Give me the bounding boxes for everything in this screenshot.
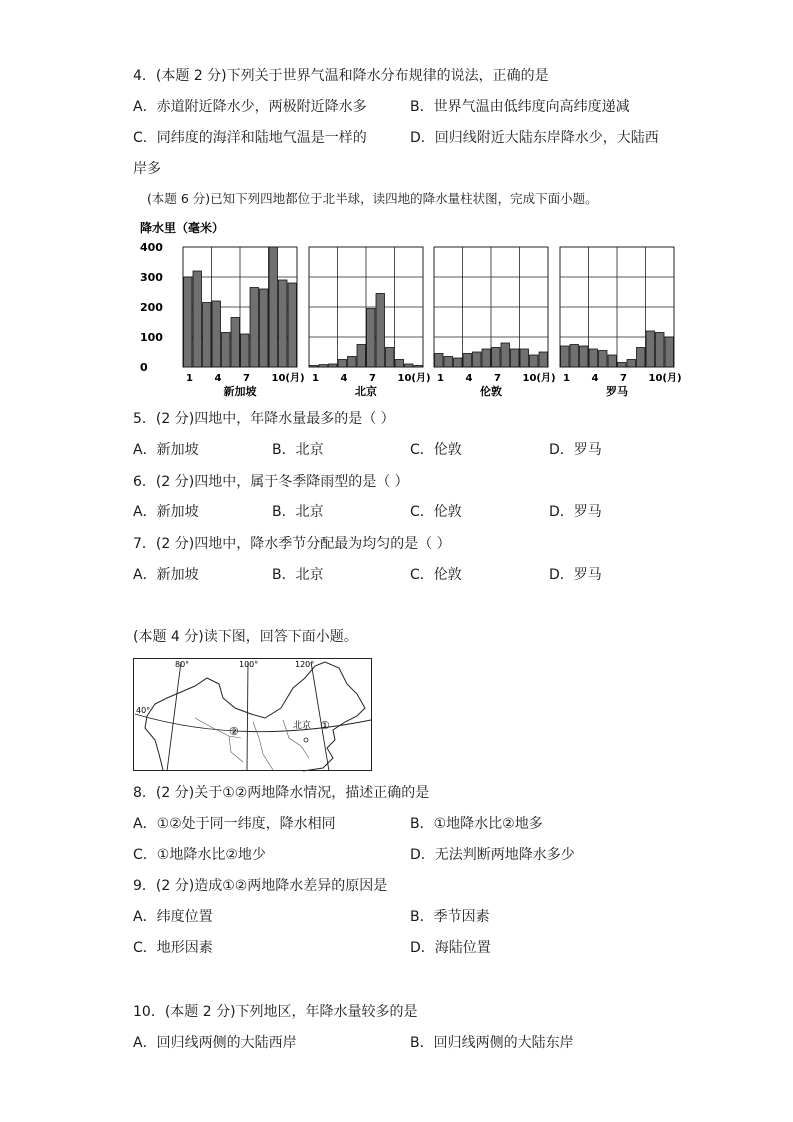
month-tick-label: 1 <box>437 373 444 384</box>
bar-伦敦-4 <box>463 354 472 368</box>
lat-label-40: 40° <box>136 706 151 715</box>
bar-罗马-9 <box>637 348 646 368</box>
q9-option-d[interactable]: D．海陆位置 <box>410 940 491 956</box>
q7-option-d[interactable]: D．罗马 <box>549 567 602 583</box>
bar-北京-5 <box>348 357 357 368</box>
bar-新加坡-2 <box>193 271 202 367</box>
y-tick-label: 200 <box>140 301 163 314</box>
q9-option-c[interactable]: C．地形因素 <box>133 940 213 956</box>
month-tick-label: 10(月) <box>522 373 556 384</box>
bar-新加坡-1 <box>184 277 193 367</box>
q8-option-c[interactable]: C．①地降水比②地少 <box>133 847 266 863</box>
q4-option-a[interactable]: A．赤道附近降水少，两极附近降水多 <box>133 99 367 115</box>
bar-罗马-10 <box>646 331 655 367</box>
q5-option-d[interactable]: D．罗马 <box>549 442 602 458</box>
q7-option-a[interactable]: A．新加坡 <box>133 567 199 583</box>
month-tick-label: 1 <box>563 373 570 384</box>
y-tick-label: 400 <box>140 241 163 254</box>
lon-label-80: 80° <box>175 660 190 669</box>
bar-罗马-1 <box>561 346 570 367</box>
month-tick-label: 4 <box>340 373 348 384</box>
month-tick-label: 10(月) <box>271 373 305 384</box>
month-tick-label: 7 <box>494 373 501 384</box>
panel-name: 新加坡 <box>223 385 257 398</box>
q4-option-d-continuation: 岸多 <box>133 161 161 177</box>
panel-3 <box>434 247 556 398</box>
q10-stem: 10．(本题 2 分)下列地区，年降水量较多的是 <box>133 1004 418 1020</box>
panel-name: 北京 <box>355 385 377 398</box>
bar-罗马-3 <box>580 346 589 367</box>
bar-伦敦-2 <box>444 357 453 368</box>
q9-stem: 9．(2 分)造成①②两地降水差异的原因是 <box>133 878 388 894</box>
bar-伦敦-8 <box>501 343 510 367</box>
bar-新加坡-6 <box>231 318 240 368</box>
bar-北京-4 <box>338 360 347 368</box>
bar-新加坡-10 <box>269 247 278 367</box>
month-tick-label: 1 <box>186 373 193 384</box>
bar-罗马-6 <box>608 355 617 367</box>
bar-北京-2 <box>319 365 328 367</box>
month-tick-label: 1 <box>312 373 319 384</box>
bar-北京-6 <box>357 345 366 368</box>
bar-北京-7 <box>367 309 376 368</box>
q10-option-a[interactable]: A．回归线两侧的大陆西岸 <box>133 1035 297 1051</box>
q8-option-d[interactable]: D．无法判断两地降水多少 <box>410 847 575 863</box>
bar-新加坡-5 <box>222 333 231 368</box>
bar-伦敦-6 <box>482 349 491 367</box>
bar-罗马-5 <box>599 351 608 368</box>
china-map <box>133 658 373 772</box>
bar-北京-9 <box>386 348 395 368</box>
bar-伦敦-10 <box>520 349 529 367</box>
q4-stem: 4．(本题 2 分)下列关于世界气温和降水分布规律的说法，正确的是 <box>133 68 549 84</box>
panel-4 <box>560 247 682 398</box>
lon-label-100: 100° <box>239 660 259 669</box>
bar-北京-3 <box>329 364 338 367</box>
month-tick-label: 7 <box>369 373 376 384</box>
bar-新加坡-11 <box>279 280 288 367</box>
panel-name: 伦敦 <box>480 385 502 398</box>
map-point-2: ② <box>229 725 239 738</box>
month-tick-label: 10(月) <box>397 373 431 384</box>
q6-option-a[interactable]: A．新加坡 <box>133 504 199 520</box>
bar-伦敦-5 <box>473 352 482 367</box>
q7-stem: 7．(2 分)四地中，降水季节分配最为均匀的是（ ） <box>133 536 451 552</box>
city-beijing: 北京 <box>293 721 312 731</box>
month-tick-label: 4 <box>214 373 222 384</box>
lon-label-120: 120° <box>295 660 315 669</box>
bar-罗马-2 <box>570 345 579 368</box>
bar-新加坡-3 <box>203 303 212 368</box>
bar-伦敦-1 <box>435 354 444 368</box>
bar-新加坡-4 <box>212 301 221 367</box>
month-tick-label: 7 <box>620 373 627 384</box>
month-tick-label: 7 <box>243 373 250 384</box>
q10-option-b[interactable]: B．回归线两侧的大陆东岸 <box>410 1035 574 1051</box>
group1-intro: (本题 6 分)已知下列四地都位于北半球，读四地的降水量柱状图，完成下面小题。 <box>147 191 598 206</box>
q8-option-a[interactable]: A．①②处于同一纬度，降水相同 <box>133 816 336 832</box>
bar-罗马-8 <box>627 360 636 368</box>
q9-option-b[interactable]: B．季节因素 <box>410 909 490 925</box>
q6-stem: 6．(2 分)四地中，属于冬季降雨型的是（ ） <box>133 474 409 490</box>
precipitation-charts <box>130 214 690 402</box>
q6-option-c[interactable]: C．伦敦 <box>410 504 462 520</box>
bar-罗马-12 <box>665 337 674 367</box>
y-tick-label: 100 <box>140 331 163 344</box>
panel-1 <box>183 247 305 398</box>
q4-option-b[interactable]: B．世界气温由低纬度向高纬度递减 <box>410 99 630 115</box>
panel-name: 罗马 <box>606 385 628 398</box>
q5-option-a[interactable]: A．新加坡 <box>133 442 199 458</box>
bar-伦敦-3 <box>454 358 463 367</box>
q5-option-c[interactable]: C．伦敦 <box>410 442 462 458</box>
y-tick-label: 0 <box>140 361 148 374</box>
bar-北京-12 <box>414 366 423 368</box>
panel-2 <box>309 247 431 398</box>
q6-option-b[interactable]: B．北京 <box>272 504 324 520</box>
q8-option-b[interactable]: B．①地降水比②地多 <box>410 816 543 832</box>
bar-新加坡-9 <box>260 289 269 367</box>
q7-option-b[interactable]: B．北京 <box>272 567 324 583</box>
y-tick-label: 300 <box>140 271 163 284</box>
month-tick-label: 4 <box>591 373 599 384</box>
bar-罗马-4 <box>589 349 598 367</box>
month-tick-label: 10(月) <box>648 373 682 384</box>
bar-伦敦-9 <box>511 349 520 367</box>
map-point-1: ① <box>320 719 330 732</box>
bar-伦敦-7 <box>492 348 501 368</box>
bar-新加坡-12 <box>288 283 297 367</box>
bar-北京-1 <box>310 366 319 368</box>
q4-option-c[interactable]: C．同纬度的海洋和陆地气温是一样的 <box>133 130 367 146</box>
bar-新加坡-8 <box>250 288 259 368</box>
q5-option-b[interactable]: B．北京 <box>272 442 324 458</box>
q5-stem: 5．(2 分)四地中，年降水量最多的是（ ） <box>133 411 395 427</box>
q9-option-a[interactable]: A．纬度位置 <box>133 909 213 925</box>
bar-北京-10 <box>395 360 404 368</box>
q6-option-d[interactable]: D．罗马 <box>549 504 602 520</box>
bar-罗马-11 <box>656 333 665 368</box>
bar-北京-8 <box>376 294 385 368</box>
chart-ylabel: 降水里（毫米） <box>140 221 225 235</box>
q4-option-d[interactable]: D．回归线附近大陆东岸降水少，大陆西 <box>410 130 659 146</box>
bar-罗马-7 <box>618 363 627 368</box>
bar-新加坡-7 <box>241 334 250 367</box>
q8-stem: 8．(2 分)关于①②两地降水情况，描述正确的是 <box>133 785 430 801</box>
bar-伦敦-12 <box>539 352 548 367</box>
group2-intro: (本题 4 分)读下图，回答下面小题。 <box>133 629 358 645</box>
bar-伦敦-11 <box>530 355 539 367</box>
bar-北京-11 <box>405 364 414 367</box>
month-tick-label: 4 <box>465 373 473 384</box>
q7-option-c[interactable]: C．伦敦 <box>410 567 462 583</box>
